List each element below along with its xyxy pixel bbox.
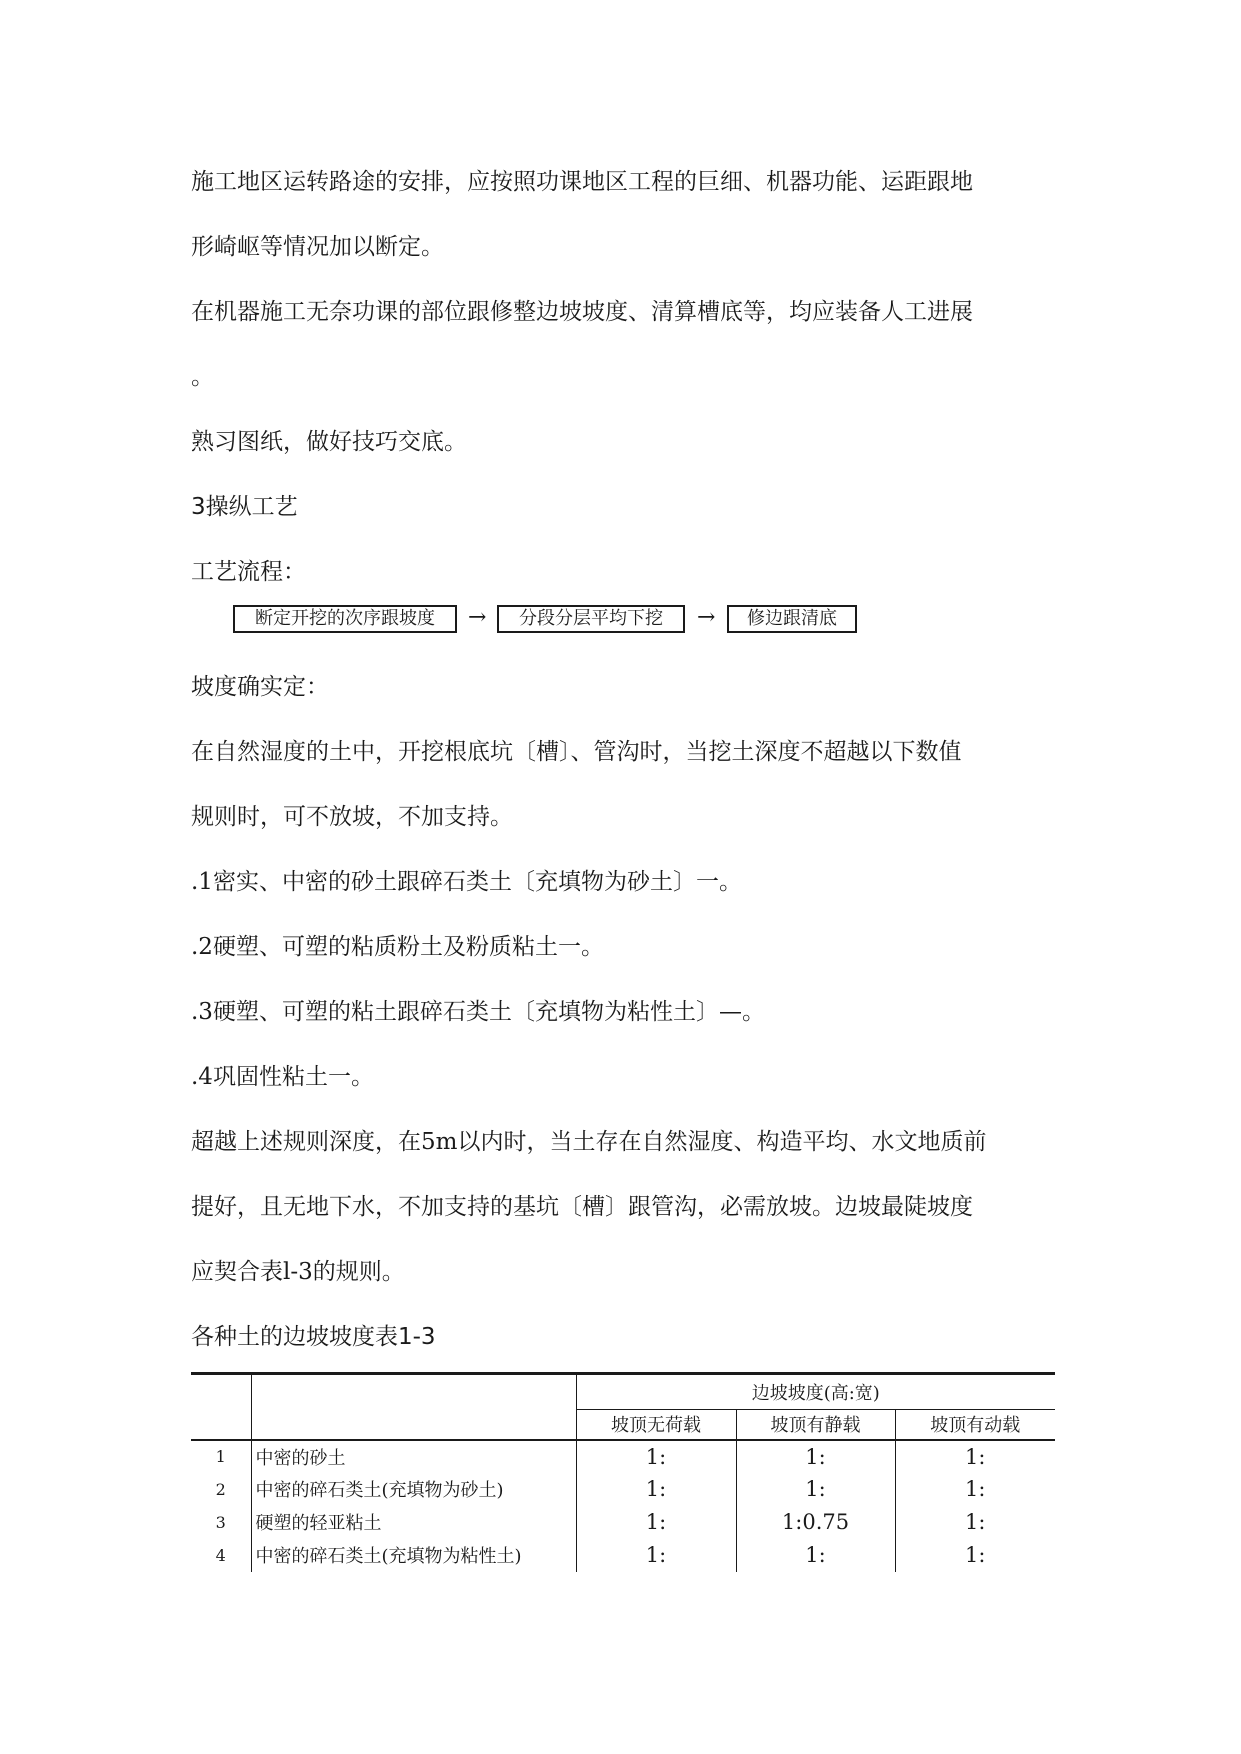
- flow-step: 断定开挖的次序跟坡度: [233, 605, 457, 633]
- slope-value: 1:: [895, 1539, 1055, 1572]
- row-number: 4: [215, 1545, 226, 1565]
- list-item: .2硬塑、可塑的粘质粉土及粉质粘土一。: [191, 934, 604, 960]
- paragraph-line: 。: [191, 364, 214, 390]
- paragraph-line: 熟习图纸，做好技巧交底。: [191, 429, 467, 455]
- paragraph-line: 坡度确实定：: [191, 674, 329, 700]
- paragraph-line: 超越上述规则深度，在5m以内时，当土存在自然湿度、构造平均、水文地质前: [191, 1129, 987, 1155]
- paragraph-line: 规则时，可不放坡，不加支持。: [191, 804, 513, 830]
- table-row: [191, 1473, 1055, 1506]
- column-header: 坡顶无荷载: [576, 1410, 736, 1440]
- row-number: 2: [215, 1479, 226, 1499]
- soil-name: 中密的碎石类土(充填物为砂土): [251, 1473, 576, 1506]
- paragraph-line: 施工地区运转路途的安排，应按照功课地区工程的巨细、机器功能、运距跟地: [191, 169, 973, 195]
- slope-value: 1:: [736, 1539, 895, 1572]
- header-cell-name: [251, 1374, 576, 1440]
- arrow-right-icon: →: [697, 605, 716, 630]
- slope-value: 1:: [736, 1440, 895, 1473]
- paragraph-line: 形崎岖等情况加以断定。: [191, 234, 444, 260]
- slope-value: 1:: [736, 1473, 895, 1506]
- soil-name: 硬塑的轻亚粘土: [251, 1506, 576, 1539]
- paragraph-line: 在机器施工无奈功课的部位跟修整边坡坡度、清算槽底等，均应装备人工进展: [191, 299, 973, 325]
- slope-table: [191, 1372, 1055, 1572]
- group-header: 边坡坡度(高:宽): [576, 1374, 1055, 1410]
- table-row: [191, 1506, 1055, 1539]
- paragraph-line: 应契合表l-3的规则。: [191, 1259, 405, 1285]
- section-heading: 3操纵工艺: [191, 494, 298, 520]
- list-item: .1密实、中密的砂土跟碎石类土〔充填物为砂土〕一。: [191, 869, 742, 895]
- column-header: 坡顶有静载: [736, 1410, 895, 1440]
- paragraph-line: 提好，且无地下水，不加支持的基坑〔槽〕跟管沟，必需放坡。边坡最陡坡度: [191, 1194, 973, 1220]
- list-item: .3硬塑、可塑的粘土跟碎石类土〔充填物为粘性土〕—。: [191, 999, 765, 1025]
- slope-value: 1:0.75: [736, 1506, 895, 1539]
- table-title: 各种土的边坡坡度表1-3: [191, 1324, 436, 1350]
- slope-value: 1:: [576, 1539, 736, 1572]
- table-header-row: [191, 1374, 1055, 1410]
- row-number: 3: [215, 1512, 226, 1532]
- slope-value: 1:: [895, 1473, 1055, 1506]
- slope-value: 1:: [895, 1440, 1055, 1473]
- list-item: .4巩固性粘土一。: [191, 1064, 374, 1090]
- row-number: 1: [215, 1447, 226, 1466]
- flow-step: 分段分层平均下挖: [497, 605, 685, 633]
- table-row: [191, 1440, 1055, 1473]
- slope-value: 1:: [576, 1506, 736, 1539]
- slope-value: 1:: [895, 1506, 1055, 1539]
- soil-name: 中密的碎石类土(充填物为粘性土): [251, 1539, 576, 1572]
- flow-step: 修边跟清底: [727, 605, 857, 633]
- paragraph-line: 工艺流程：: [191, 559, 306, 585]
- soil-name: 中密的砂土: [251, 1440, 576, 1473]
- table-row: [191, 1539, 1055, 1572]
- paragraph-line: 在自然湿度的土中，开挖根底坑〔槽〕、管沟时，当挖土深度不超越以下数值: [191, 739, 962, 765]
- slope-value: 1:: [576, 1440, 736, 1473]
- arrow-right-icon: →: [468, 605, 487, 630]
- slope-value: 1:: [576, 1473, 736, 1506]
- header-cell-no: [191, 1374, 251, 1440]
- column-header: 坡顶有动载: [895, 1410, 1055, 1440]
